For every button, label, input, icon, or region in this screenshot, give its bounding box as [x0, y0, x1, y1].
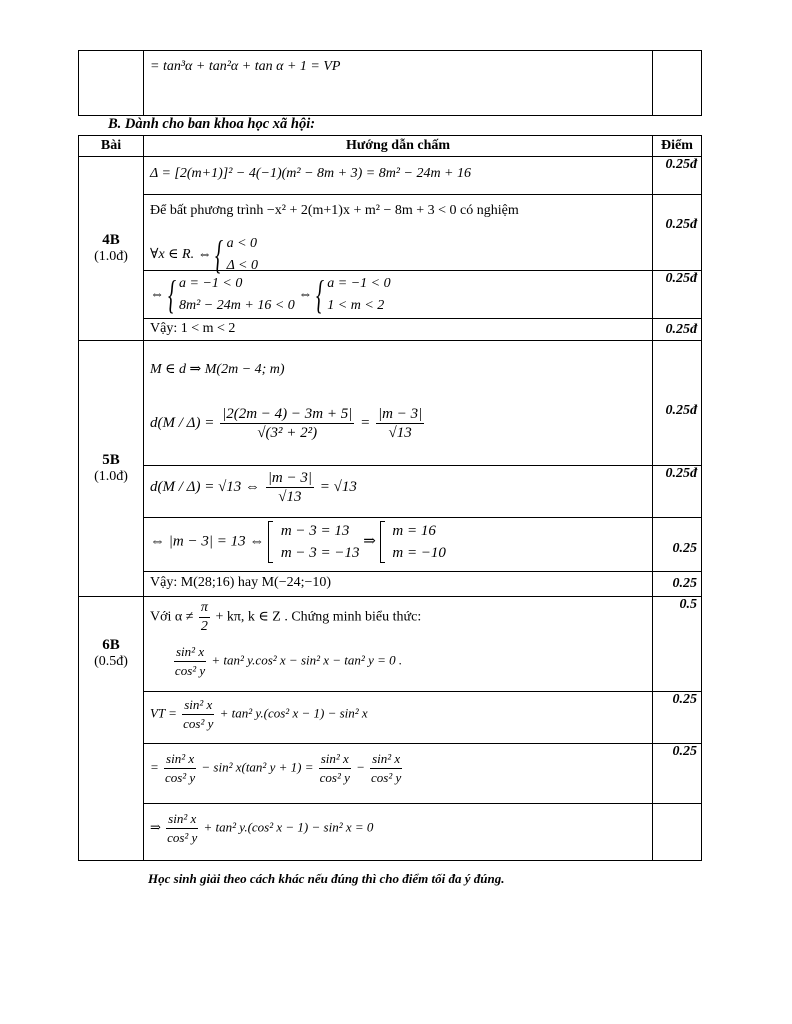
score: 0.5	[653, 597, 702, 692]
p5-row3	[144, 518, 653, 572]
numerator: sin² x	[319, 750, 351, 769]
p5-conclusion: Vậy: M(28;16) hay M(−24;−10)	[150, 575, 332, 590]
fraction	[376, 405, 424, 442]
p6-identity: + tan² y.cos² x − sin² x − tan² y = 0 .	[211, 652, 403, 668]
p5-distance-label: d(M / Δ) =	[150, 414, 215, 431]
bracket-icon	[268, 521, 273, 563]
case-line: m − 3 = −13	[280, 545, 360, 561]
p4-forall: ∀x ∈ R. ⇔	[150, 247, 212, 263]
p6-row4	[144, 804, 653, 861]
continuation-formula-cell	[144, 51, 653, 116]
case-line: m = −10	[392, 545, 446, 561]
numerator: sin² x	[166, 810, 198, 829]
system-line: a < 0	[226, 236, 258, 251]
problem-points: (1.0đ)	[94, 249, 128, 264]
p4-system	[179, 273, 295, 317]
fraction	[220, 405, 354, 442]
p6-vt-label: VT =	[150, 705, 177, 721]
implies-sign: ⇒	[150, 819, 161, 835]
header-huong-dan: Hướng dẫn chấm	[144, 136, 653, 157]
case-line: m = 16	[392, 523, 436, 539]
numerator: sin² x	[164, 750, 196, 769]
denominator: cos² y	[319, 770, 350, 785]
fraction	[370, 750, 402, 787]
implies-sign: ⇒	[363, 533, 376, 550]
equals: =	[360, 414, 371, 431]
system-line: 1 < m < 2	[327, 298, 385, 313]
grading-table	[78, 135, 702, 861]
fraction	[319, 750, 351, 787]
system-line: a = −1 < 0	[179, 276, 243, 291]
p4-row2	[144, 195, 653, 277]
p4-condition-text: Để bất phương trình −x² + 2(m+1)x + m² − 8m + 3 < 0 có nghiệm	[150, 203, 519, 218]
continuation-table	[78, 50, 702, 116]
numerator: |m − 3|	[378, 406, 423, 422]
equiv-sign: ⇔	[150, 287, 164, 303]
empty-cell	[79, 51, 144, 116]
score: 0.25	[653, 744, 702, 804]
p4-discriminant: Δ = [2(m+1)]² − 4(−1)(m² − 8m + 3) = 8m² − 24m + 16	[150, 166, 472, 181]
p5-abs-eq: ⇔ |m − 3| = 13 ⇔	[150, 533, 265, 550]
p4-row4	[144, 319, 653, 341]
equals: =	[150, 759, 159, 775]
score: 0.25đ	[653, 466, 702, 518]
empty-score-cell	[653, 51, 702, 116]
brace-icon: {	[215, 232, 224, 277]
p6-row2	[144, 692, 653, 744]
problem-number: 4B	[102, 232, 120, 248]
p5-cases	[392, 520, 446, 564]
fraction	[182, 696, 214, 733]
score: 0.25đ	[653, 341, 702, 466]
empty-score-cell	[653, 804, 702, 861]
numerator: |2(2m − 4) − 3m + 5|	[222, 406, 353, 422]
problem-5b-label	[79, 341, 144, 597]
fraction	[166, 810, 198, 847]
fraction	[164, 750, 196, 787]
score: 0.25đ	[653, 271, 702, 319]
score: 0.25đ	[653, 157, 702, 195]
p5-row4	[144, 572, 653, 597]
bracket-icon	[380, 521, 385, 563]
continuation-formula: = tan³α + tan²α + tan α + 1 = VP	[150, 59, 341, 74]
p6-middle-term: − sin² x(tan² y + 1) =	[201, 759, 314, 775]
score: 0.25	[653, 572, 702, 597]
denominator: √13	[278, 489, 302, 505]
p6-final: + tan² y.(cos² x − 1) − sin² x = 0	[203, 819, 374, 835]
p6-row1	[144, 597, 653, 692]
brace-icon: {	[315, 272, 324, 317]
system-line: a = −1 < 0	[327, 276, 391, 291]
section-title: B. Dành cho ban khoa học xã hội:	[108, 116, 316, 132]
denominator: cos² y	[174, 663, 206, 678]
score: 0.25	[653, 518, 702, 572]
p4-row3	[144, 271, 653, 319]
numerator: sin² x	[174, 643, 206, 662]
denominator: 2	[200, 619, 208, 634]
fraction	[199, 599, 210, 636]
p5-row1	[144, 341, 653, 466]
problem-points: (0.5đ)	[94, 654, 128, 669]
numerator: sin² x	[182, 696, 214, 715]
score: 0.25	[653, 692, 702, 744]
system-line: Δ < 0	[226, 258, 258, 273]
problem-points: (1.0đ)	[94, 469, 128, 484]
header-bai: Bài	[79, 136, 144, 157]
footer-note: Học sinh giải theo cách khác nếu đúng thì cho điểm tối đa ý đúng.	[148, 871, 505, 886]
problem-number: 6B	[102, 637, 120, 653]
p4-system	[327, 273, 390, 317]
minus: −	[356, 759, 365, 775]
p6-row3	[144, 744, 653, 804]
fraction	[174, 643, 206, 680]
p6-given-post: + kπ, k ∈ Z . Chứng minh biểu thức:	[215, 609, 422, 625]
system-line: 8m² − 24m + 16 < 0	[179, 298, 295, 313]
numerator: |m − 3|	[267, 470, 313, 486]
problem-6b-label	[79, 597, 144, 861]
denominator: cos² y	[164, 770, 196, 785]
p4-conclusion: Vậy: 1 < m < 2	[150, 321, 236, 336]
denominator: √(3² + 2²)	[257, 425, 318, 441]
p5-point-on-line: M ∈ d ⇒ M(2m − 4; m)	[150, 362, 285, 377]
brace-icon: {	[167, 272, 176, 317]
numerator: π	[199, 599, 210, 618]
p6-vt-rest: + tan² y.(cos² x − 1) − sin² x	[219, 705, 368, 721]
p5-row2	[144, 466, 653, 518]
p5-cases	[281, 520, 360, 564]
problem-number: 5B	[102, 452, 120, 468]
case-line: m − 3 = 13	[280, 523, 350, 539]
p5-distance-rhs: = √13	[319, 478, 357, 495]
score: 0.25đ	[653, 319, 702, 341]
header-diem: Điểm	[653, 136, 702, 157]
denominator: cos² y	[371, 770, 402, 785]
equiv-sign: ⇔	[298, 287, 313, 303]
p5-distance-eq: d(M / Δ) = √13 ⇔	[150, 478, 261, 495]
p4-row1	[144, 157, 653, 195]
denominator: √13	[388, 425, 412, 441]
score: 0.25đ	[653, 195, 702, 271]
denominator: cos² y	[183, 716, 214, 731]
fraction	[266, 469, 314, 506]
p6-given-pre: Với α ≠	[150, 609, 194, 625]
problem-4b-label	[79, 157, 144, 341]
numerator: sin² x	[370, 750, 402, 769]
denominator: cos² y	[167, 830, 198, 845]
